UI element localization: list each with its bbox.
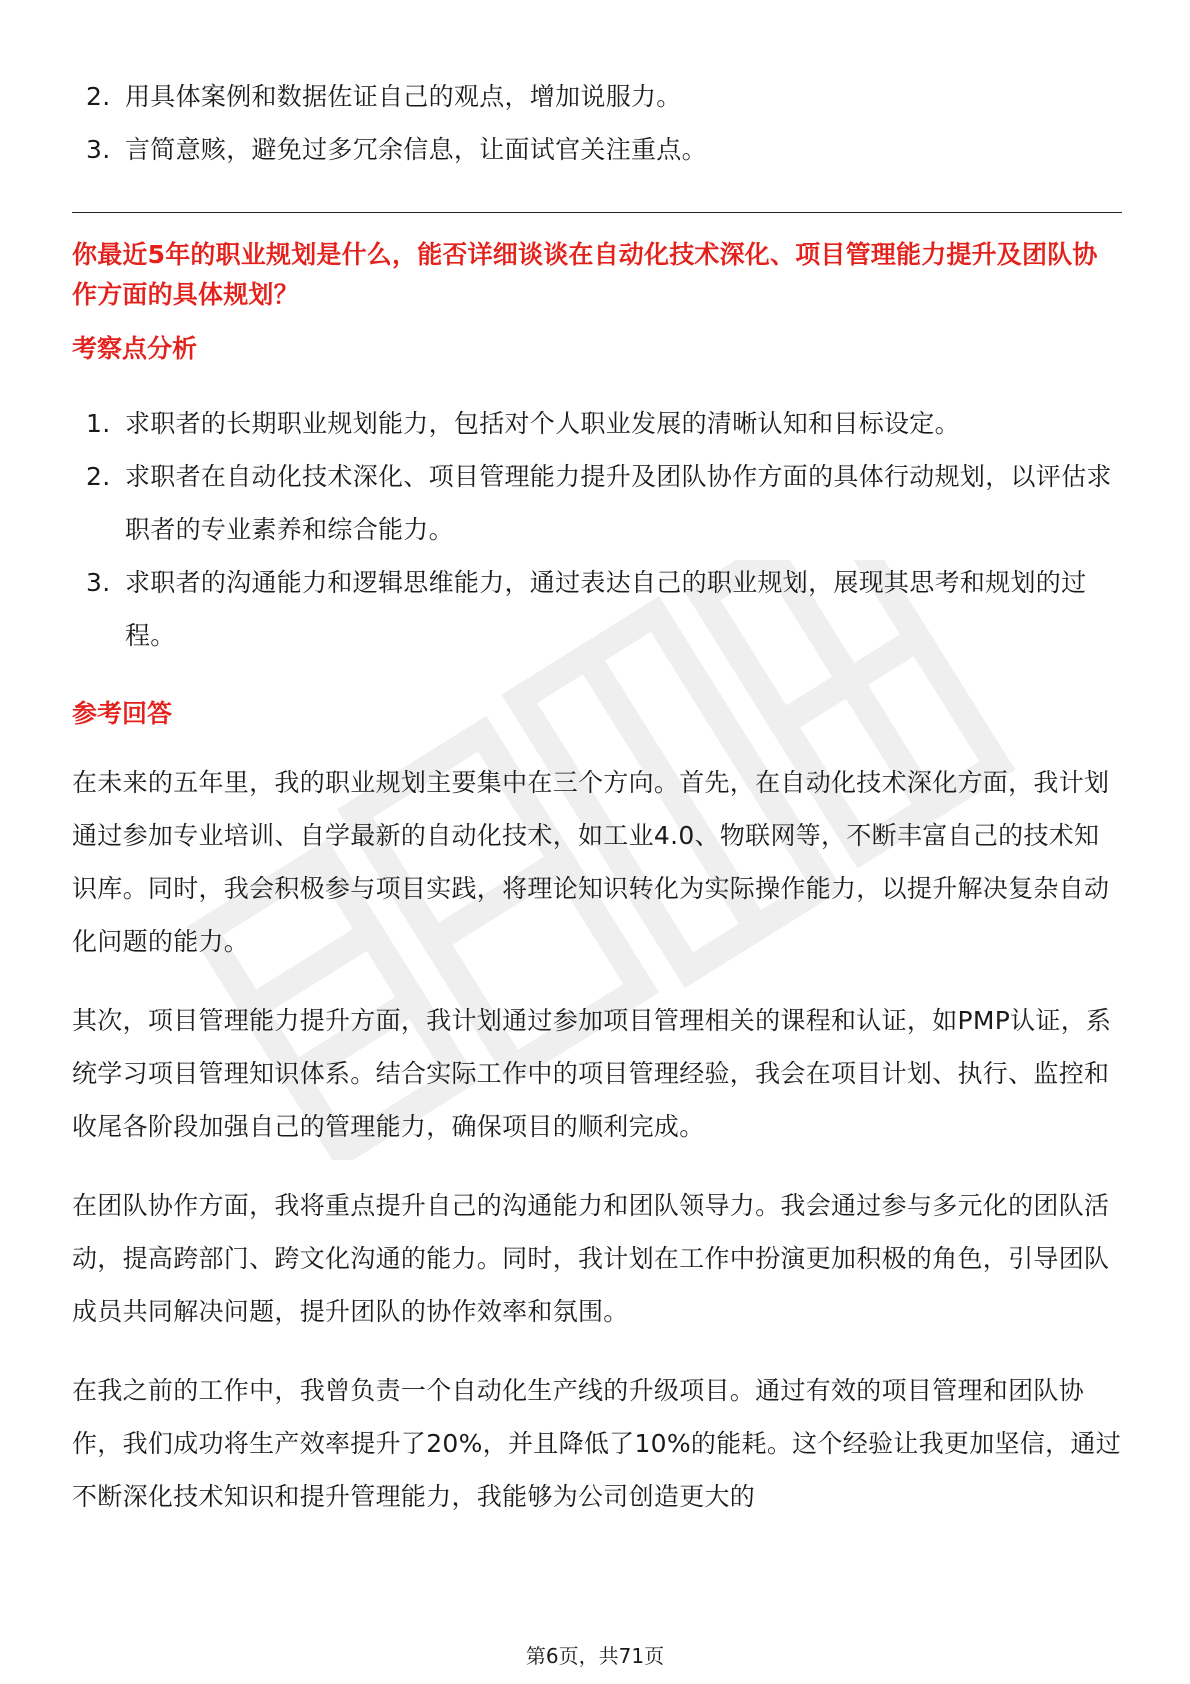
analysis-heading: 考察点分析 — [72, 334, 198, 363]
list-item-text: 言简意赅，避免过多冗余信息，让面试官关注重点。 — [125, 135, 707, 164]
answer-paragraph: 其次，项目管理能力提升方面，我计划通过参加项目管理相关的课程和认证，如PMP认证，系统学习项目管理知识体系。结合实际工作中的项目管理经验，我会在项目计划、执行、监控和收尾各阶段加强自己的管理能力，确保项目的顺利完成。 — [72, 1006, 1112, 1141]
tips-list — [72, 70, 1122, 176]
answer-paragraph: 在未来的五年里，我的职业规划主要集中在三个方向。首先，在自动化技术深化方面，我计划通过参加专业培训、自学最新的自动化技术，如工业4.0、物联网等，不断丰富自己的技术知识库。同时，我会积极参与项目实践，将理论知识转化为实际操作能力，以提升解决复杂自动化问题的能力。 — [72, 768, 1110, 956]
page-number: 第6页，共71页 — [525, 1644, 665, 1668]
section-divider — [72, 212, 1122, 213]
list-number: 3. — [86, 568, 111, 597]
interview-question: 你最近5年的职业规划是什么，能否详细谈谈在自动化技术深化、项目管理能力提升及团队协作方面的具体规划？ — [72, 240, 1098, 309]
list-number: 1. — [86, 409, 111, 438]
list-item — [72, 450, 1122, 556]
list-number: 2. — [86, 462, 111, 491]
document-body — [72, 70, 1122, 1523]
list-item — [72, 123, 1122, 176]
list-item-text: 求职者的沟通能力和逻辑思维能力，通过表达自己的职业规划，展现其思考和规划的过程。 — [125, 568, 1087, 650]
list-item-text: 求职者在自动化技术深化、项目管理能力提升及团队协作方面的具体行动规划，以评估求职者的专业素养和综合能力。 — [125, 462, 1112, 544]
list-item — [72, 70, 1122, 123]
list-number: 2. — [86, 82, 111, 111]
answer-paragraph: 在团队协作方面，我将重点提升自己的沟通能力和团队领导力。我会通过参与多元化的团队活动，提高跨部门、跨文化沟通的能力。同时，我计划在工作中扮演更加积极的角色，引导团队成员共同解决问题，提升团队的协作效率和氛围。 — [72, 1191, 1110, 1326]
list-item — [72, 397, 1122, 450]
analysis-list — [72, 397, 1122, 662]
list-item-text: 求职者的长期职业规划能力，包括对个人职业发展的清晰认知和目标设定。 — [125, 409, 960, 438]
list-item — [72, 556, 1122, 662]
answer-paragraph: 在我之前的工作中，我曾负责一个自动化生产线的升级项目。通过有效的项目管理和团队协作，我们成功将生产效率提升了20%，并且降低了10%的能耗。这个经验让我更加坚信，通过不断深化技术知识和提升管理能力，我能够为公司创造更大的 — [72, 1376, 1122, 1511]
list-number: 3. — [86, 135, 111, 164]
answer-heading: 参考回答 — [72, 699, 173, 728]
list-item-text: 用具体案例和数据佐证自己的观点，增加说服力。 — [125, 82, 682, 111]
